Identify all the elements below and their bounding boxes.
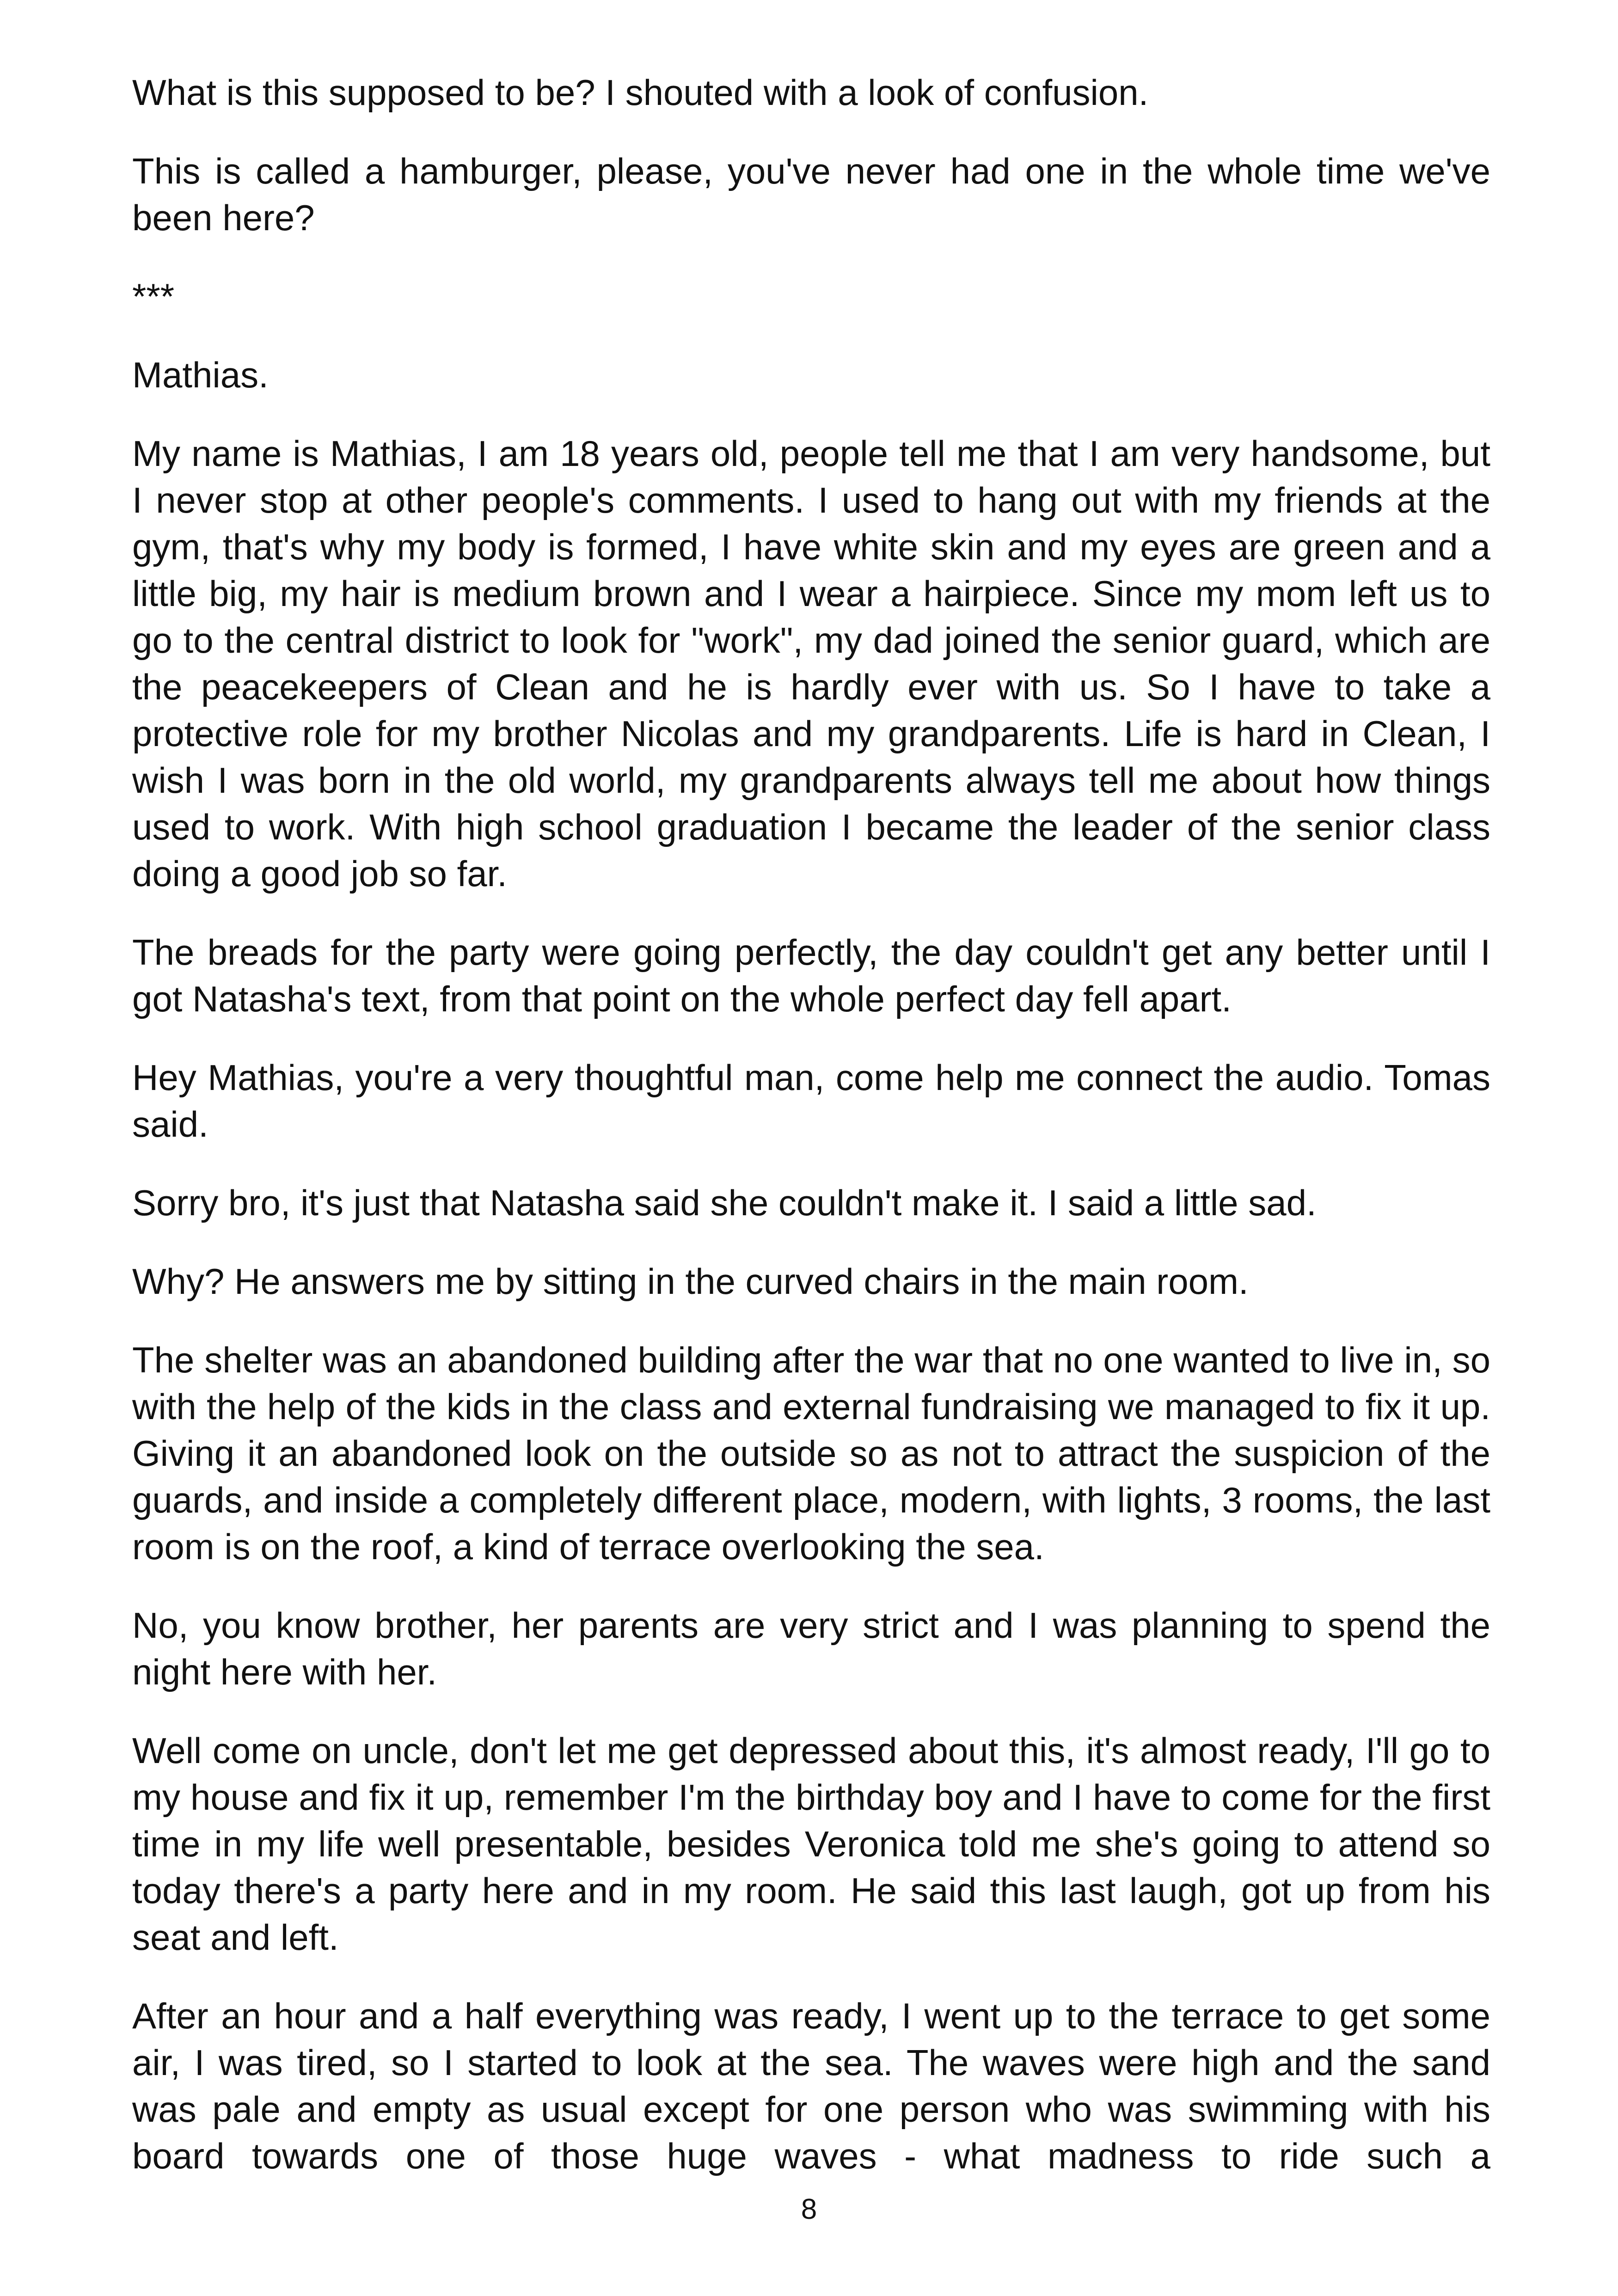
paragraph: What is this supposed to be? I shouted with a look of confusion. <box>132 72 1149 113</box>
paragraph: This is called a hamburger, please, you've never had one in the whole time we've been here? <box>132 151 1490 238</box>
paragraph: My name is Mathias, I am 18 years old, people tell me that I am very handsome, but I never stop at other people's comments. I used to hang out with my friends at the gym, that's why my body is formed, I have white skin and my eyes are green and a little big, my hair is medium brown and I wear a hairpiece. Since my mom left us to go to the central district to look for "work", my dad joined the senior guard, which are the peacekeepers of Clean and he is hardly ever with us. So I have to take a protective role for my brother Nicolas and my grandparents. Life is hard in Clean, I wish I was born in the old world, my grandparents always tell me about how things used to work. With high school graduation I became the leader of the senior class doing a good job so far. <box>132 433 1490 894</box>
paragraph: Well come on uncle, don't let me get depressed about this, it's almost ready, I'll go to my house and fix it up, remember I'm the birthday boy and I have to come for the first time in my life well presentable, besides Veronica told me she's going to attend so today there's a party here and in my room. He said this last laugh, got up from his seat and left. <box>132 1730 1490 1958</box>
paragraph: The breads for the party were going perfectly, the day couldn't get any better until I got Natasha's text, from that point on the whole perfect day fell apart. <box>132 932 1490 1019</box>
paragraph: The shelter was an abandoned building after the war that no one wanted to live in, so with the help of the kids in the class and external fundraising we managed to fix it up. Giving it an abandoned look on the outside so as not to attract the suspicion of the guards, and inside a completely different place, modern, with lights, 3 rooms, the last room is on the roof, a kind of terrace overlooking the sea. <box>132 1340 1490 1567</box>
paragraph: Sorry bro, it's just that Natasha said she couldn't make it. I said a little sad. <box>132 1182 1317 1223</box>
paragraph: After an hour and a half everything was ready, I went up to the terrace to get some air, I was tired, so I started to look at the sea. The waves were high and the sand was pale and empty as usual except for one person who was swimming with his board towards one of those huge waves - what madness to ride such a <box>132 1996 1490 2176</box>
paragraph: No, you know brother, her parents are very strict and I was planning to spend the night here with her. <box>132 1605 1490 1692</box>
paragraph: Hey Mathias, you're a very thoughtful man, come help me connect the audio. Tomas said. <box>132 1057 1490 1145</box>
paragraph: Why? He answers me by sitting in the curved chairs in the main room. <box>132 1261 1249 1302</box>
scene-break: *** <box>132 276 175 317</box>
chapter-heading: Mathias. <box>132 355 269 395</box>
page-number: 8 <box>801 2193 817 2225</box>
body-text <box>132 69 1490 2211</box>
